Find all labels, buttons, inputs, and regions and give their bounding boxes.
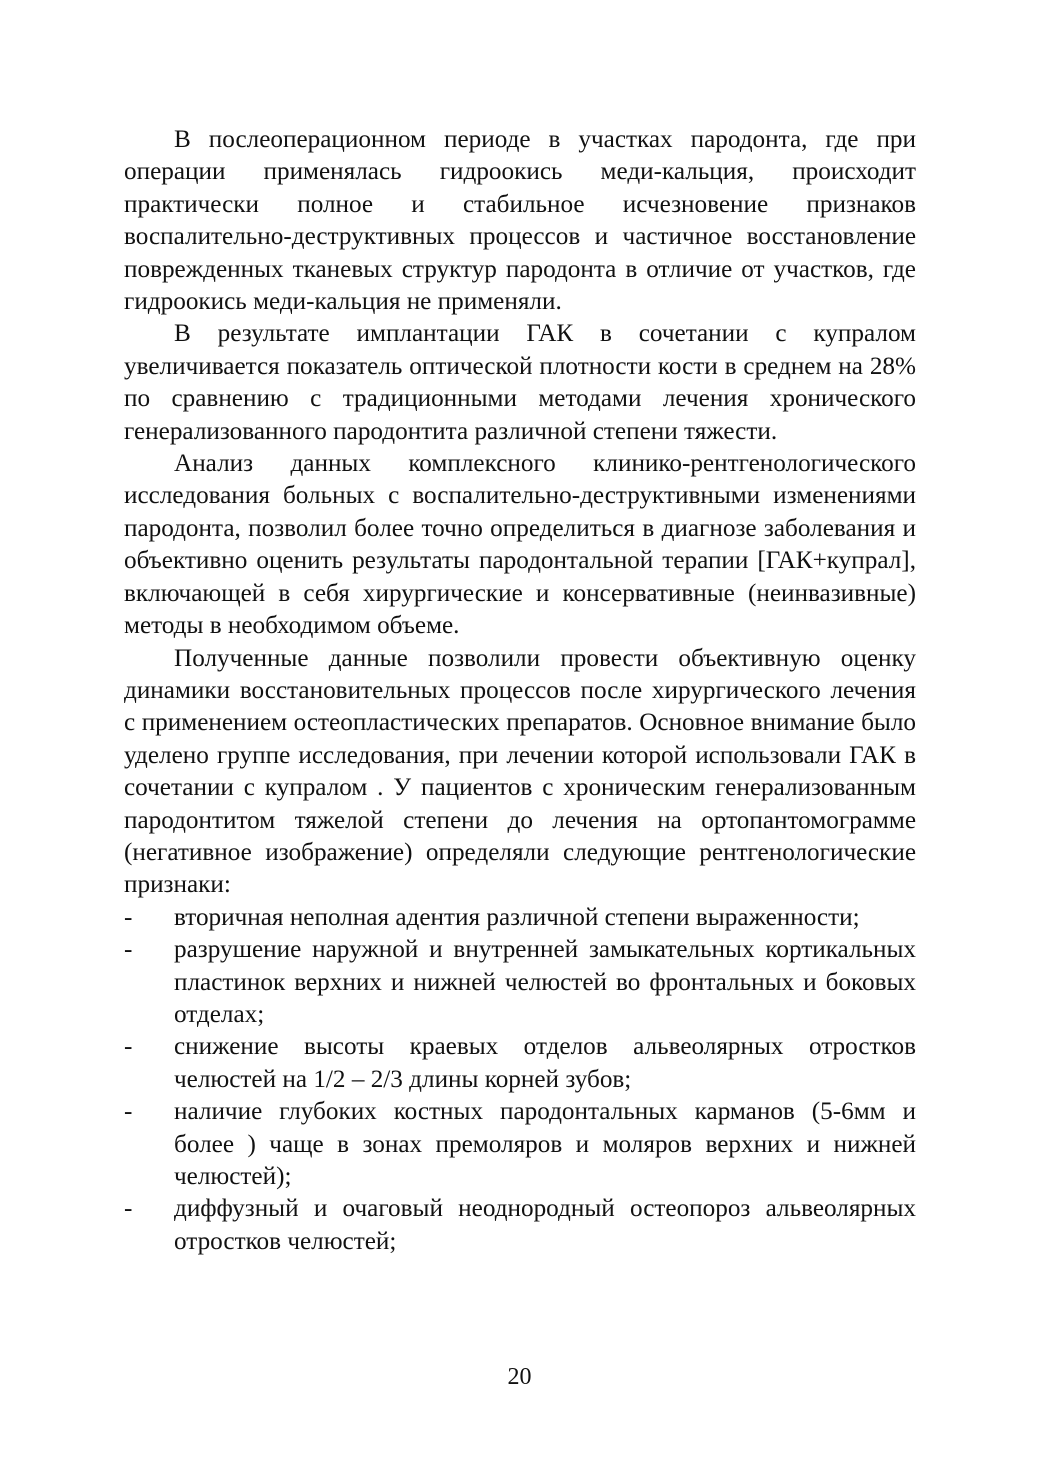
page-number: 20	[507, 1364, 532, 1390]
paragraph: В послеоперационном периоде в участках пародонта, где при операции применялась гидроокись меди-кальция, происходит практически полное и стабильное исчезновение признаков воспалительно-деструктивных процессов и частичное восстановление поврежденных тканевых структур пародонта в отличие от участков, где гидроокись меди-кальция не применяли.	[124, 126, 916, 316]
page-content	[124, 124, 916, 1258]
paragraph: Анализ данных комплексного клинико-рентгенологического исследования больных с воспалительно-деструктивными изменениями пародонта, позволил более точно определиться в диагнозе заболевания и объективно оценить результаты пародонтальной терапии [ГАК+купрал], включающей в себя хирургические и консервативные (неинвазивные) методы в необходимом объеме.	[124, 450, 916, 640]
list-item-text: снижение высоты краевых отделов альвеолярных отростков челюстей на 1/2 – 2/3 длины корней зубов;	[174, 1033, 916, 1093]
paragraph: В результате имплантации ГАК в сочетании с купралом увеличивается показатель оптической плотности кости в среднем на 28% по сравнению с традиционными методами лечения хронического генерализованного пародонтита различной степени тяжести.	[124, 320, 916, 445]
list-item	[124, 902, 916, 934]
list-item-text: диффузный и очаговый неоднородный остеопороз альвеолярных отростков челюстей;	[174, 1195, 916, 1255]
list-item	[124, 1193, 916, 1258]
list-item-text: вторичная неполная адентия различной степени выраженности;	[174, 903, 860, 931]
list-item	[124, 1031, 916, 1096]
paragraph: Полученные данные позволили провести объективную оценку динамики восстановительных процессов после хирургического лечения с применением остеопластических препаратов. Основное внимание было уделено группе исследования, при лечении которой использовали ГАК в сочетании с купралом . У пациентов с хроническим генерализованным пародонтитом тяжелой степени до лечения на ортопантомограмме (негативное изображение) определяли следующие рентгенологические признаки:	[124, 644, 916, 899]
list-item	[124, 934, 916, 1031]
list-item	[124, 1096, 916, 1193]
list-marker: -	[124, 1098, 133, 1126]
list-marker: -	[124, 1195, 133, 1223]
findings-list	[124, 902, 916, 1258]
list-item-text: наличие глубоких костных пародонтальных карманов (5-6мм и более ) чаще в зонах премоляров и моляров верхних и нижней челюстей);	[174, 1098, 916, 1190]
list-marker: -	[124, 1033, 133, 1061]
list-marker: -	[124, 936, 133, 964]
list-item-text: разрушение наружной и внутренней замыкательных кортикальных пластинок верхних и нижней челюстей во фронтальных и боковых отделах;	[174, 936, 916, 1028]
list-marker: -	[124, 903, 133, 931]
